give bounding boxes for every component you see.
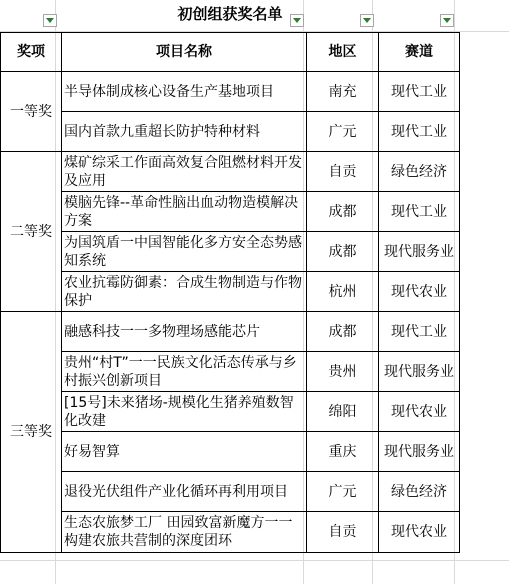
table-row: [1, 392, 460, 432]
header-project[interactable]: 项目名称: [62, 33, 307, 72]
region-cell[interactable]: 绵阳: [307, 392, 379, 432]
track-cell[interactable]: 现代服务业: [379, 232, 460, 272]
track-cell[interactable]: 现代服务业: [379, 432, 460, 472]
sheet-title: 初创组获奖名单: [177, 5, 283, 23]
table-row: [1, 152, 460, 192]
region-cell[interactable]: 广元: [307, 472, 379, 512]
table-row: [1, 472, 460, 512]
table-row: [1, 312, 460, 352]
project-cell[interactable]: 贵州“村T”一一民族文化活态传承与乡村振兴创新项目: [62, 352, 307, 392]
filter-dropdown-icon[interactable]: [290, 14, 304, 27]
table-row: [1, 112, 460, 152]
region-cell[interactable]: 成都: [307, 232, 379, 272]
track-cell[interactable]: 现代农业: [379, 272, 460, 312]
table-row: [1, 232, 460, 272]
project-cell[interactable]: [15号]未来猪场-规模化生猪养殖数智化改建: [62, 392, 307, 432]
header-region[interactable]: 地区: [307, 33, 379, 72]
project-cell[interactable]: 融感科技一一多物理场感能芯片: [62, 312, 307, 352]
filter-dropdown-icon[interactable]: [360, 14, 374, 27]
award-cell[interactable]: 三等奖: [1, 312, 62, 553]
region-cell[interactable]: 自贡: [307, 152, 379, 192]
track-cell[interactable]: 现代农业: [379, 512, 460, 553]
region-cell[interactable]: 成都: [307, 312, 379, 352]
track-cell[interactable]: 现代工业: [379, 312, 460, 352]
project-cell[interactable]: 国内首款九重超长防护特种材料: [62, 112, 307, 152]
header-award[interactable]: 奖项: [1, 33, 62, 72]
header-track[interactable]: 赛道: [379, 33, 460, 72]
region-cell[interactable]: 贵州: [307, 352, 379, 392]
project-cell[interactable]: 煤矿综采工作面高效复合阻燃材料开发及应用: [62, 152, 307, 192]
track-cell[interactable]: 绿色经济: [379, 152, 460, 192]
project-cell[interactable]: 半导体制成核心设备生产基地项目: [62, 72, 307, 112]
award-cell[interactable]: 二等奖: [1, 152, 62, 312]
award-cell[interactable]: 一等奖: [1, 72, 62, 152]
project-cell[interactable]: 模脑先锋--革命性脑出血动物造模解决方案: [62, 192, 307, 232]
track-cell[interactable]: 现代工业: [379, 192, 460, 232]
project-cell[interactable]: 退役光伏组件产业化循环再利用项目: [62, 472, 307, 512]
project-cell[interactable]: 农业抗霉防御素：合成生物制造与作物保护: [62, 272, 307, 312]
filter-dropdown-icon[interactable]: [43, 14, 57, 27]
region-cell[interactable]: 南充: [307, 72, 379, 112]
table-row: [1, 72, 460, 112]
region-cell[interactable]: 重庆: [307, 432, 379, 472]
track-cell[interactable]: 现代农业: [379, 392, 460, 432]
region-cell[interactable]: 成都: [307, 192, 379, 232]
region-cell[interactable]: 自贡: [307, 512, 379, 553]
track-cell[interactable]: 现代工业: [379, 112, 460, 152]
track-cell[interactable]: 绿色经济: [379, 472, 460, 512]
project-cell[interactable]: 好易智算: [62, 432, 307, 472]
region-cell[interactable]: 杭州: [307, 272, 379, 312]
filter-dropdown-icon[interactable]: [440, 14, 454, 27]
region-cell[interactable]: 广元: [307, 112, 379, 152]
table-row: [1, 352, 460, 392]
title-row: [0, 0, 509, 30]
table-row: [1, 432, 460, 472]
project-cell[interactable]: 为国筑盾一中国智能化多方安全态势感知系统: [62, 232, 307, 272]
header-row: [1, 33, 460, 72]
track-cell[interactable]: 现代服务业: [379, 352, 460, 392]
award-table: [0, 32, 460, 553]
track-cell[interactable]: 现代工业: [379, 72, 460, 112]
gridline: [0, 560, 509, 561]
table-row: [1, 512, 460, 553]
project-cell[interactable]: 生态农旅梦工厂 田园致富新魔方一一构建农旅共营制的深度团环: [62, 512, 307, 553]
table-row: [1, 192, 460, 232]
table-row: [1, 272, 460, 312]
